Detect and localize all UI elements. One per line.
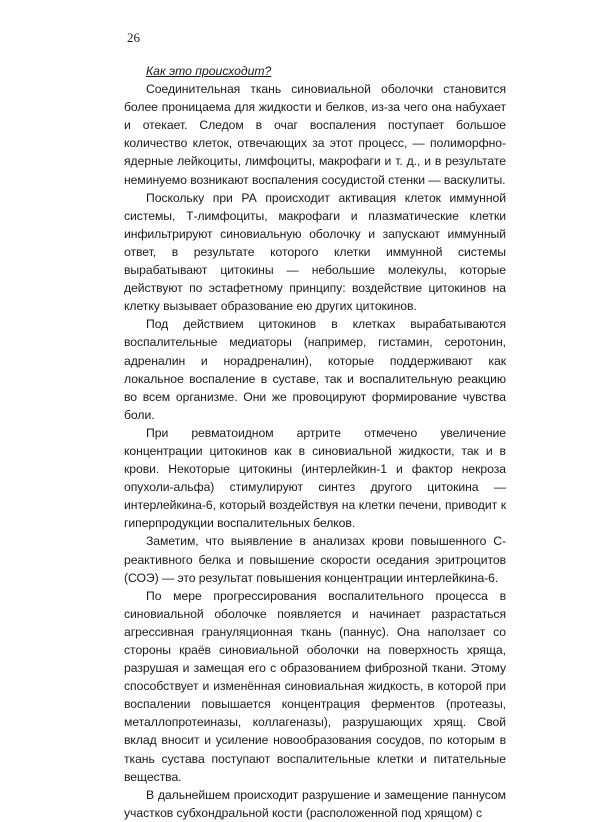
paragraph: При ревматоидном артрите отмечено увеличение концентрации цитокинов как в синовиальной жидкости, так и в крови. Некоторые цитокины (интерлейкин-1 и фактор некроза опухоли-альфа) стимулируют синтез другого цитокина — интерлейкина-6, который воздействуя на клетки печени, приводит к гиперпродукции воспалительных белков. [124,425,506,531]
paragraph: Заметим, что выявление в анализах крови повышенного С-реактивного белка и повышение скорости оседания эритроцитов (СОЭ) — это результат повышения концентрации интерлейкина-6. [124,534,506,585]
paragraph: По мере прогрессирования воспалительного процесса в синовиальной оболочке появляется и начинает разрастаться агрессивная грануляционная ткань (паннус). Она наползает со стороны краёв синовиальной оболочки на поверхность хряща, разрушая и замещая его с образованием фиброзной ткани. Этому способствует и изменённая синовиальная жидкость, в которой при воспалении повышается концентрация ферментов (протеазы, металлопротеиназы, коллагеназы), разрушающих хрящ. Свой вклад вносит и усиление новообразования сосудов, по которым в ткань сустава поступают воспалительные клетки и питательные вещества. [124,588,506,784]
paragraph: Соединительная ткань синовиальной оболочки становится более проницаема для жидкости и белков, из-за чего она набухает и отекает. Следом в очаг воспаления поступает большое количество клеток, отвечающих за этот процесс, — полиморфно-ядерные лейкоциты, лимфоциты, макрофаги и т. д., и в результате неминуемо возникают воспаления сосудистой стенки — васкулиты. [124,82,506,187]
body-text [124,62,506,822]
section-heading: Как это происходит? [146,64,272,78]
page-number: 26 [127,30,140,45]
paragraph: Поскольку при РА происходит активация клеток иммунной системы, Т-лимфоциты, макрофаги и плазматические клетки инфильтрируют синовиальную оболочку и запускают иммунный ответ, в результате которого клетки иммунной системы вырабатывают цитокины — небольшие молекулы, которые действуют по эстафетному принципу: воздействие цитокинов на клетку вызывает образование ею других цитокинов. [124,190,506,314]
paragraph: В дальнейшем происходит разрушение и замещение паннусом участков субхондральной кости (расположенной под хрящом) с [124,787,506,820]
paragraph: Под действием цитокинов в клетках вырабатываются воспалительные медиаторы (например, гистамин, серотонин, адреналин и норадреналин), которые поддерживают как локальное воспаление в суставе, так и воспалительную реакцию во всем организме. Они же провоцируют формирование чувства боли. [124,317,506,422]
